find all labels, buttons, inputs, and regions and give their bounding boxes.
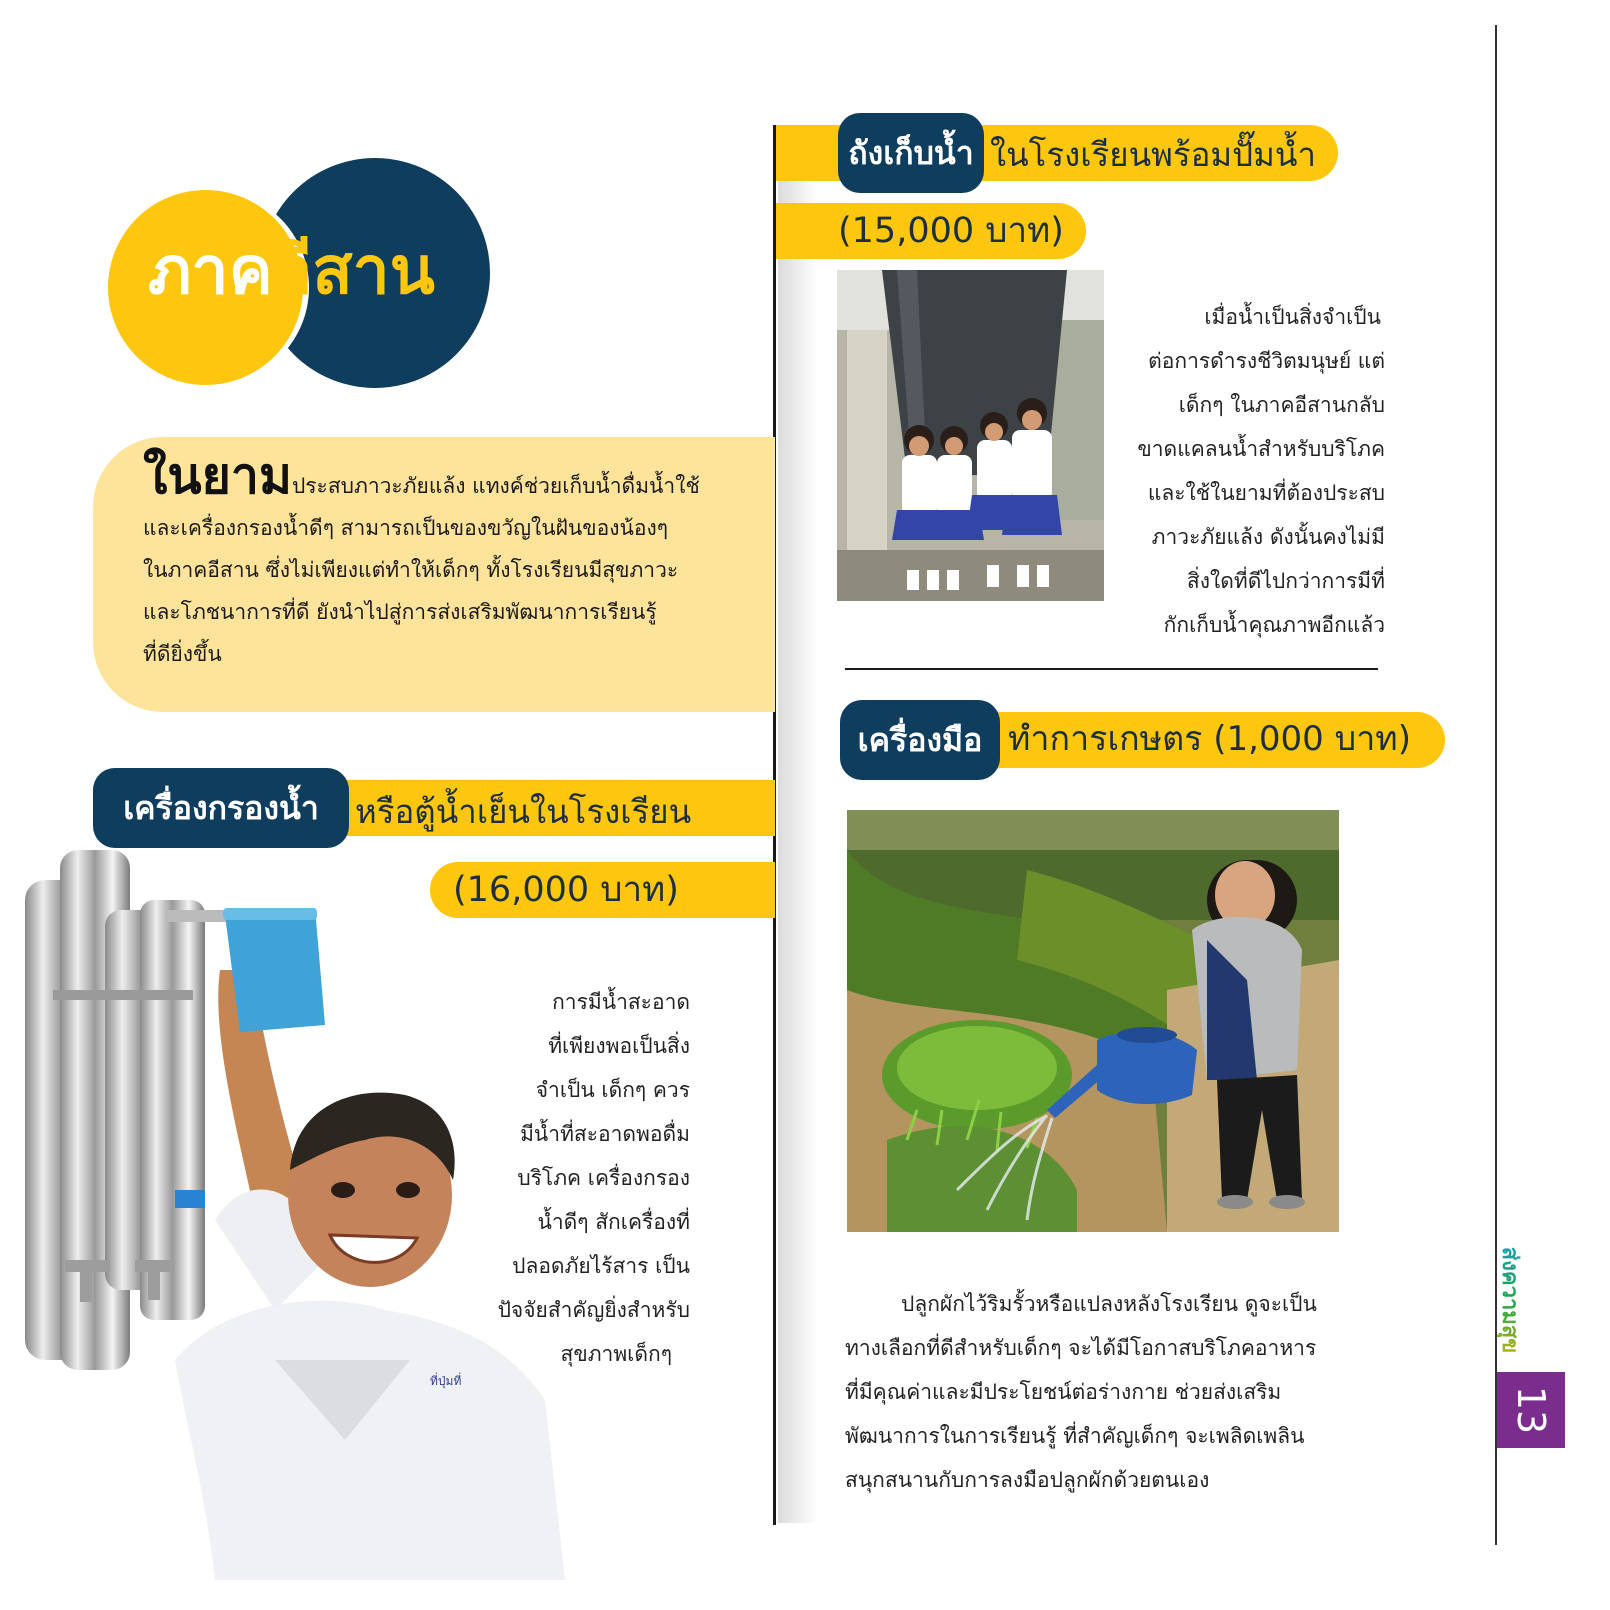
tools-text-line: ปลูกผักไว้ริมรั้วหรือแปลงหลังโรงเรียน ดูจะเป็น bbox=[901, 1292, 1317, 1316]
region-title-part2: อีสาน bbox=[272, 232, 435, 309]
tank-text-line: ภาวะภัยแล้ง ดังนั้นคงไม่มี bbox=[1151, 525, 1385, 549]
tank-text-line: เด็กๆ ในภาคอีสานกลับ bbox=[1178, 393, 1385, 417]
intro-text-line: ประสบภาวะภัยแล้ง แทงค์ช่วยเก็บน้ำดื่มน้ำใช้ bbox=[291, 474, 700, 498]
filter-text-line: มีน้ำที่สะอาดพอดื่ม bbox=[520, 1122, 690, 1146]
garden-photo-illustration bbox=[847, 810, 1339, 1232]
filter-text-line: น้ำดีๆ สักเครื่องที่ bbox=[537, 1210, 690, 1234]
shirt-text: ที่ปุ่มที่ bbox=[430, 1374, 462, 1388]
intro-line-1 bbox=[143, 447, 763, 507]
filter-text-line: บริโภค เครื่องกรอง bbox=[517, 1166, 690, 1190]
tank-text-line: ขาดแคลนน้ำสำหรับบริโภค bbox=[1137, 437, 1385, 461]
tank-text-line: สิ่งใดที่ดีไปกว่าการมีที่ bbox=[1186, 569, 1385, 593]
tank-label: ถังเก็บน้ำ bbox=[838, 113, 984, 193]
filter-title: หรือตู้น้ำเย็นในโรงเรียน bbox=[355, 792, 692, 831]
region-title-text bbox=[148, 232, 435, 309]
garden-photo bbox=[847, 810, 1339, 1232]
intro-text-line: ในภาคอีสาน ซึ่งไม่เพียงแต่ทำให้เด็กๆ ทั้งโรงเรียนมีสุขภาวะ bbox=[143, 558, 679, 582]
tank-photo bbox=[837, 270, 1104, 601]
center-shadow bbox=[778, 128, 818, 1523]
intro-text-line: และเครื่องกรองน้ำดีๆ สามารถเป็นของขวัญในฝันของน้องๆ bbox=[143, 516, 669, 540]
tank-photo-illustration bbox=[837, 270, 1104, 601]
tools-title: ทำการเกษตร (1,000 บาท) bbox=[1008, 719, 1411, 759]
filter-text-line: การมีน้ำสะอาด bbox=[552, 990, 690, 1014]
filter-text-line: ปัจจัยสำคัญยิ่งสำหรับ bbox=[497, 1298, 690, 1322]
intro-lead: ในยาม bbox=[143, 447, 292, 505]
filter-text-line: ที่เพียงพอเป็นสิ่ง bbox=[548, 1034, 690, 1058]
sidebar-brand: ส่งความสุข bbox=[1494, 1225, 1524, 1375]
tools-text-line: ที่มีคุณค่าและมีประโยชน์ต่อร่างกาย ช่วยส่งเสริม bbox=[845, 1380, 1282, 1404]
filter-text-line: จำเป็น เด็กๆ ควร bbox=[535, 1078, 690, 1102]
tank-title: ในโรงเรียนพร้อมปั๊มน้ำ bbox=[990, 135, 1316, 174]
region-title-part1: ภาค bbox=[148, 232, 273, 309]
filter-price: (16,000 บาท) bbox=[453, 870, 679, 910]
section-separator bbox=[845, 668, 1378, 670]
filter-text-line: สุขภาพเด็กๆ bbox=[560, 1342, 672, 1366]
page-number-box bbox=[1497, 1372, 1565, 1448]
tank-text bbox=[1115, 295, 1385, 647]
tank-text-line: ต่อการดำรงชีวิตมนุษย์ แต่ bbox=[1148, 349, 1385, 373]
intro-text bbox=[143, 447, 763, 675]
tank-text-line: เมื่อน้ำเป็นสิ่งจำเป็น bbox=[1204, 305, 1381, 329]
tools-text-line: พัฒนาการในการเรียนรู้ ที่สำคัญเด็กๆ จะเพลิดเพลิน bbox=[845, 1424, 1305, 1448]
tools-label: เครื่องมือ bbox=[840, 700, 1000, 780]
tank-price: (15,000 บาท) bbox=[838, 211, 1064, 251]
intro-text-line: และโภชนาการที่ดี ยังนำไปสู่การส่งเสริมพัฒนาการเรียนรู้ bbox=[143, 600, 657, 624]
tank-text-line: กักเก็บน้ำคุณภาพอีกแล้ว bbox=[1163, 613, 1385, 637]
tools-text-line: สนุกสนานกับการลงมือปลูกผักด้วยตนเอง bbox=[845, 1468, 1210, 1492]
filter-label: เครื่องกรองน้ำ bbox=[93, 768, 349, 848]
page-number: 13 bbox=[1509, 1385, 1553, 1435]
tank-text-line: และใช้ในยามที่ต้องประสบ bbox=[1147, 481, 1385, 505]
region-title bbox=[100, 150, 490, 410]
tools-text bbox=[845, 1282, 1345, 1502]
sidebar-brand-wrap bbox=[1492, 1225, 1522, 1375]
filter-text bbox=[480, 980, 690, 1376]
tools-text-line: ทางเลือกที่ดีสำหรับเด็กๆ จะได้มีโอกาสบริโภคอาหาร bbox=[845, 1336, 1317, 1360]
filter-text-line: ปลอดภัยไร้สาร เป็น bbox=[512, 1254, 690, 1278]
intro-text-line: ที่ดียิ่งขึ้น bbox=[143, 642, 222, 666]
